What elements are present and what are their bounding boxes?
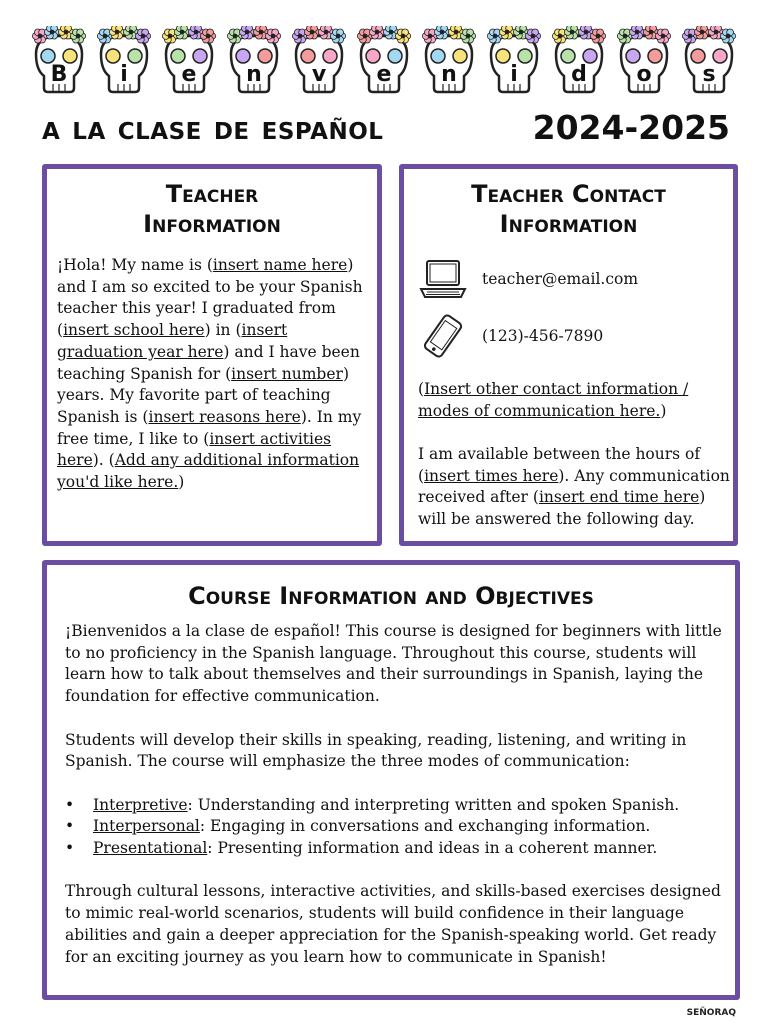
phone-row bbox=[418, 314, 603, 358]
course-skills: Students will develop their skills in speaking, reading, listening, and writing in Spanish. The course will emphasize the three modes of communication: bbox=[65, 730, 687, 771]
grad-year-placeholder: insert graduation year here bbox=[57, 321, 288, 361]
skull-letter-5 bbox=[353, 26, 415, 96]
skull-letter-0 bbox=[28, 26, 90, 96]
teacher-contact-box bbox=[399, 164, 738, 546]
school-placeholder: insert school here bbox=[63, 321, 205, 340]
skull-letter-7 bbox=[483, 26, 545, 96]
skull-letter-9 bbox=[613, 26, 675, 96]
banner-letter: s bbox=[702, 62, 716, 87]
phone-icon bbox=[418, 314, 468, 358]
email-value: teacher@email.com bbox=[482, 270, 639, 288]
end-time-placeholder: insert end time here bbox=[538, 488, 700, 507]
course-closing: Through cultural lessons, interactive activities, and skills-based exercises designed to mimic real-world scenarios, students will build confidence in their language abilities and gain a deeper appreciation for the Spanish-speaking world. Get ready for an exciting journey as you learn how to communicate in Spanish! bbox=[65, 882, 721, 966]
banner-letter: o bbox=[636, 62, 652, 87]
times-placeholder: insert times here bbox=[424, 466, 559, 485]
communication-modes-list bbox=[65, 795, 725, 860]
banner-letter: v bbox=[311, 62, 327, 87]
brand-logo: SEÑORAQ bbox=[686, 1008, 736, 1018]
course-info-title: Course Information and Objectives bbox=[188, 582, 594, 610]
banner-letter: i bbox=[120, 62, 128, 87]
other-contact-placeholder: Insert other contact information / modes of communication here. bbox=[418, 380, 689, 420]
skull-letter-6 bbox=[418, 26, 480, 96]
availability-info: I am available between the hours of (insert times here). Any communication received after (insert end time here) will be answered the following day. bbox=[418, 445, 730, 529]
skull-letter-1 bbox=[93, 26, 155, 96]
course-description bbox=[65, 621, 725, 990]
bienvenidos-banner bbox=[28, 26, 740, 96]
number-placeholder: insert number bbox=[231, 364, 343, 383]
contact-info-title: Teacher Contact Information bbox=[471, 180, 666, 238]
course-information-box bbox=[42, 560, 740, 1000]
banner-letter: n bbox=[246, 62, 262, 87]
reasons-placeholder: insert reasons here bbox=[148, 407, 301, 426]
skull-letter-2 bbox=[158, 26, 220, 96]
banner-letter: e bbox=[181, 62, 197, 87]
list-item: • Interpretive: Understanding and interpreting written and spoken Spanish. bbox=[65, 795, 725, 817]
name-placeholder: insert name here bbox=[212, 256, 348, 274]
list-item: • Presentational: Presenting information and ideas in a coherent manner. bbox=[65, 838, 725, 860]
additional-placeholder: Add any additional information you'd like here. bbox=[57, 451, 360, 492]
banner-letter: d bbox=[571, 62, 587, 87]
course-intro: ¡Bienvenidos a la clase de español! This course is designed for beginners with little to no proficiency in the Spanish language. Throughout this course, students will learn how to talk about themselves and their surroundings in Spanish, laying the foundation for effective communication. bbox=[65, 622, 722, 706]
phone-value: (123)-456-7890 bbox=[482, 327, 604, 345]
laptop-icon bbox=[418, 257, 468, 301]
skull-letter-10 bbox=[678, 26, 740, 96]
skull-letter-8 bbox=[548, 26, 610, 96]
banner-letter: n bbox=[441, 62, 457, 87]
list-item: • Interpersonal: Engaging in conversations and exchanging information. bbox=[65, 816, 725, 838]
skull-letter-4 bbox=[288, 26, 350, 96]
teacher-info-title: Teacher Information bbox=[143, 180, 281, 238]
subtitle: a la clase de español bbox=[42, 108, 384, 147]
banner-letter: i bbox=[510, 62, 518, 87]
school-year: 2024-2025 bbox=[532, 108, 730, 147]
other-contact-info: (Insert other contact information / modes of communication here.) bbox=[418, 380, 689, 420]
teacher-bio: ¡Hola! My name is (insert name here) and I am so excited to be your Spanish teacher this year! I graduated from (insert school here) in (insert graduation year here) and I have been teaching Spanish for (insert number) years. My favorite part of teaching Spanish is (insert reasons here). In my free time, I like to (insert activities here). (Add any additional information you'd like here.) bbox=[57, 256, 363, 492]
skull-letter-3 bbox=[223, 26, 285, 96]
teacher-information-box bbox=[42, 164, 382, 546]
activities-placeholder: insert activities here bbox=[57, 429, 332, 470]
banner-letter: B bbox=[50, 62, 68, 87]
banner-letter: e bbox=[376, 62, 392, 87]
email-row bbox=[418, 257, 638, 301]
